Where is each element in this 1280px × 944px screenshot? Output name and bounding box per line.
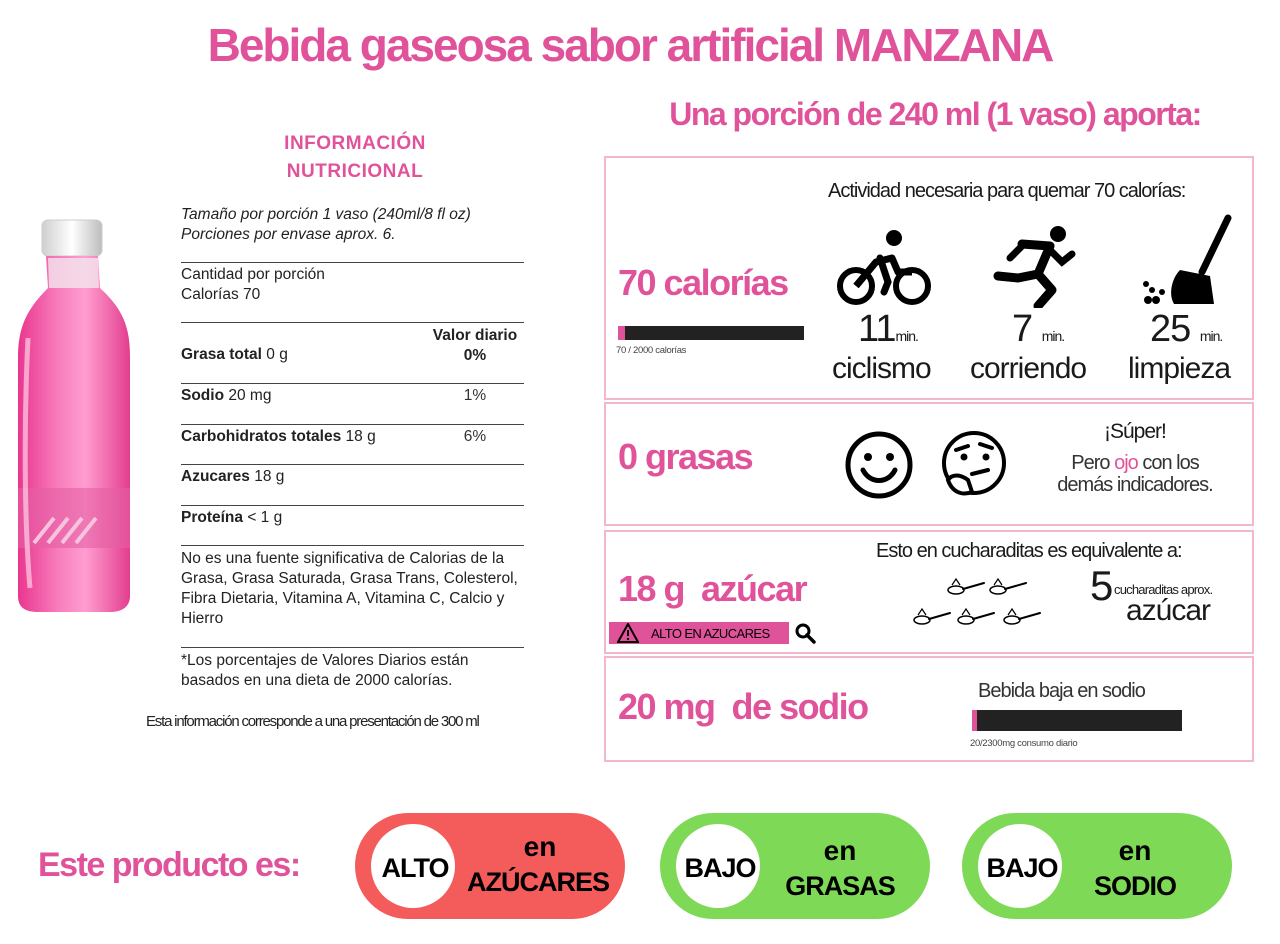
- running-minutes: 7 min.: [1012, 308, 1065, 350]
- presentation-note: Esta información corresponde a una presentación de 300 ml: [146, 713, 479, 730]
- broom-icon: [1140, 214, 1238, 310]
- nutrient-row-carbs: Carbohidratos totales 18 g: [181, 428, 376, 445]
- super-label: ¡Súper!: [1104, 420, 1166, 443]
- teaspoon-icon: [1002, 606, 1042, 628]
- cleaning-label: limpieza: [1128, 352, 1231, 385]
- teaspoon-heading: Esto en cucharaditas es equivalente a:: [876, 540, 1182, 562]
- nutrient-row-sodium: Sodio 20 mg: [181, 387, 272, 404]
- teaspoon-number: 5: [1090, 562, 1113, 609]
- sodium-progress-bar: [972, 710, 1182, 731]
- teaspoon-icon: [912, 606, 952, 628]
- divider: [181, 383, 524, 384]
- divider: [181, 505, 524, 506]
- cycling-minutes: 11min.: [858, 308, 918, 350]
- divider: [181, 647, 524, 648]
- teaspoon-icon: [946, 576, 986, 598]
- sodium-box: [604, 656, 1254, 762]
- high-sugar-warning: ALTO EN AZUCARES: [609, 622, 789, 644]
- running-icon: [992, 224, 1078, 308]
- warning-icon: [617, 623, 639, 643]
- teaspoon-unit: cucharaditas aprox.: [1114, 582, 1213, 597]
- teaspoon-icon: [988, 576, 1028, 598]
- calories-progress-bar: [618, 326, 804, 340]
- nutrient-row-fat: Grasa total 0 g: [181, 346, 288, 363]
- smiley-icon: [844, 430, 914, 500]
- sugar-value: 18 g azúcar: [618, 568, 807, 609]
- not-significant-note: No es una fuente significativa de Calorias de la Grasa, Grasa Saturada, Grasa Trans, Colesterol, Fibra Dietaria, Vitamina A, Vitamina C, Calcio y Hierro: [181, 550, 518, 627]
- nutrition-heading: INFORMACIÓN NUTRICIONAL: [284, 133, 426, 182]
- running-label: corriendo: [970, 352, 1087, 385]
- calories-value: 70 calorías: [618, 262, 788, 303]
- sodium-progress-caption: 20/2300mg consumo diario: [970, 738, 1078, 749]
- dv-carbs: 6%: [463, 428, 487, 445]
- daily-value-header: Valor diario 0%: [432, 327, 518, 364]
- nutrient-row-sugars: Azucares 18 g: [181, 468, 285, 485]
- fat-value: 0 grasas: [618, 436, 753, 477]
- low-sodium-label: Bebida baja en sodio: [978, 680, 1145, 702]
- divider: [181, 424, 524, 425]
- calories-progress-fill: [618, 326, 625, 340]
- footer-label: Este producto es:: [38, 846, 300, 884]
- amount-per-serving: Cantidad por porción Calorías 70: [181, 266, 325, 303]
- sodium-value: 20 mg de sodio: [618, 686, 868, 727]
- badge-low-sodium: BAJO en SODIO: [962, 813, 1232, 919]
- cycling-icon: [836, 228, 932, 308]
- footnote: *Los porcentajes de Valores Diarios están basados en una dieta de 2000 calorías.: [181, 652, 469, 689]
- sodium-progress-fill: [972, 710, 977, 731]
- nutrient-row-protein: Proteína < 1 g: [181, 509, 283, 526]
- badge-low-fats: BAJO en GRASAS: [660, 813, 930, 919]
- teaspoon-icon: [956, 606, 996, 628]
- page-title: Bebida gaseosa sabor artificial MANZANA: [207, 19, 1053, 71]
- search-icon: [794, 622, 816, 644]
- portion-subtitle: Una porción de 240 ml (1 vaso) aporta:: [669, 96, 1201, 132]
- calories-progress-caption: 70 / 2000 calorías: [616, 345, 687, 356]
- cleaning-minutes: 25 min.: [1150, 308, 1223, 350]
- serving-info: Tamaño por porción 1 vaso (240ml/8 fl oz) Porciones por envase aprox. 6.: [181, 206, 471, 243]
- badge-high-sugars: ALTO en AZÚCARES: [355, 813, 625, 919]
- divider: [181, 262, 524, 263]
- divider: [181, 322, 524, 323]
- thinking-face-icon: [938, 430, 1010, 500]
- dv-sodium: 1%: [463, 387, 487, 404]
- calories-box: [604, 156, 1254, 400]
- sugar-box: [604, 530, 1254, 654]
- fat-message: Pero ojo con los demás indicadores.: [1057, 452, 1213, 496]
- bottle-image: [14, 218, 136, 614]
- teaspoon-word: azúcar: [1126, 594, 1211, 627]
- fat-box: [604, 402, 1254, 526]
- divider: [181, 464, 524, 465]
- activity-heading: Actividad necesaria para quemar 70 calorías:: [828, 180, 1186, 202]
- divider: [181, 545, 524, 546]
- cycling-label: ciclismo: [832, 352, 931, 385]
